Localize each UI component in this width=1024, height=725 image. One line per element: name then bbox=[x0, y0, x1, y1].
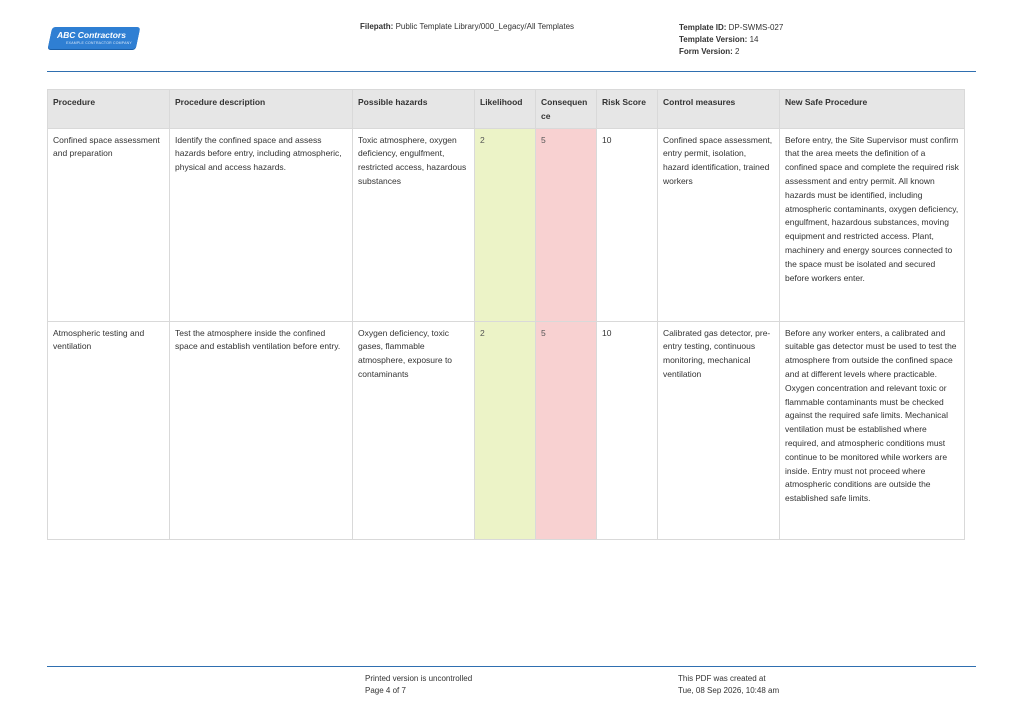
footer-divider bbox=[47, 666, 976, 667]
template-meta bbox=[679, 22, 783, 58]
swms-table bbox=[47, 89, 965, 540]
company-logo bbox=[50, 27, 138, 51]
cell-description: Test the atmosphere inside the confined space and establish ventilation before entry. bbox=[170, 321, 353, 539]
cell-procedure: Confined space assessment and preparation bbox=[48, 128, 170, 321]
cell-likelihood: 2 bbox=[475, 321, 536, 539]
uncontrolled-note: Printed version is uncontrolled bbox=[365, 674, 473, 683]
logo-tagline: EXAMPLE CONTRACTOR COMPANY bbox=[66, 41, 132, 45]
form-version-value: 2 bbox=[735, 47, 740, 56]
cell-description: Identify the confined space and assess hazards before entry, including atmospheric, physical and access hazards. bbox=[170, 128, 353, 321]
col-header-procedure: Procedure bbox=[48, 90, 170, 129]
template-version-label: Template Version: bbox=[679, 35, 748, 44]
logo-name: ABC Contractors bbox=[57, 30, 126, 40]
filepath-value: Public Template Library/000_Legacy/All Templates bbox=[395, 22, 575, 31]
template-id bbox=[679, 22, 783, 34]
cell-hazards: Toxic atmosphere, oxygen deficiency, engulfment, restricted access, hazardous substances bbox=[353, 128, 475, 321]
header-divider bbox=[47, 71, 976, 72]
cell-new-procedure: Before entry, the Site Supervisor must confirm that the area meets the definition of a confined space and complete the required risk assessment and entry permit. All known hazards must be identified, including atmospheric contaminants, oxygen deficiency, engulfment, hazardous substances, moving equipment and restricted access. Plant, machinery and energy sources connected to the space must be isolated and secured before workers enter. bbox=[780, 128, 965, 321]
cell-new-procedure: Before any worker enters, a calibrated and suitable gas detector must be used to test the atmosphere from outside the confined space and at different levels where practicable. Oxygen concentration and relevant toxic or flammable contaminants must be checked against the required safe limits. Mechanical ventilation must be established where required, and atmospheric conditions must continue to be monitored while workers are inside. Entry must not proceed where atmospheric conditions are outside the established safe limits. bbox=[780, 321, 965, 539]
col-header-hazards: Possible hazards bbox=[353, 90, 475, 129]
cell-likelihood: 2 bbox=[475, 128, 536, 321]
created-label: This PDF was created at bbox=[678, 674, 766, 683]
col-header-new-procedure: New Safe Procedure bbox=[780, 90, 965, 129]
cell-controls: Confined space assessment, entry permit, isolation, hazard identification, trained workers bbox=[658, 128, 780, 321]
footer-created-info bbox=[678, 673, 779, 697]
cell-hazards: Oxygen deficiency, toxic gases, flammable atmosphere, exposure to contaminants bbox=[353, 321, 475, 539]
table-row bbox=[48, 128, 965, 321]
footer-print-info bbox=[365, 673, 472, 697]
page-number: Page 4 of 7 bbox=[365, 686, 406, 695]
template-version bbox=[679, 34, 783, 46]
col-header-controls: Control measures bbox=[658, 90, 780, 129]
filepath bbox=[360, 22, 574, 31]
col-header-consequence: Consequence bbox=[536, 90, 597, 129]
cell-risk-score: 10 bbox=[597, 321, 658, 539]
cell-procedure: Atmospheric testing and ventilation bbox=[48, 321, 170, 539]
cell-risk-score: 10 bbox=[597, 128, 658, 321]
cell-consequence: 5 bbox=[536, 321, 597, 539]
cell-consequence: 5 bbox=[536, 128, 597, 321]
template-version-value: 14 bbox=[749, 35, 759, 44]
cell-controls: Calibrated gas detector, pre-entry testing, continuous monitoring, mechanical ventilation bbox=[658, 321, 780, 539]
template-id-value: DP-SWMS-027 bbox=[728, 23, 784, 32]
filepath-label: Filepath: bbox=[360, 22, 394, 31]
form-version-label: Form Version: bbox=[679, 47, 733, 56]
col-header-description: Procedure description bbox=[170, 90, 353, 129]
form-version bbox=[679, 46, 783, 58]
table-header-row bbox=[48, 90, 965, 129]
col-header-likelihood: Likelihood bbox=[475, 90, 536, 129]
template-id-label: Template ID: bbox=[679, 23, 727, 32]
col-header-risk-score: Risk Score bbox=[597, 90, 658, 129]
table-row bbox=[48, 321, 965, 539]
created-timestamp: Tue, 08 Sep 2026, 10:48 am bbox=[678, 686, 780, 695]
